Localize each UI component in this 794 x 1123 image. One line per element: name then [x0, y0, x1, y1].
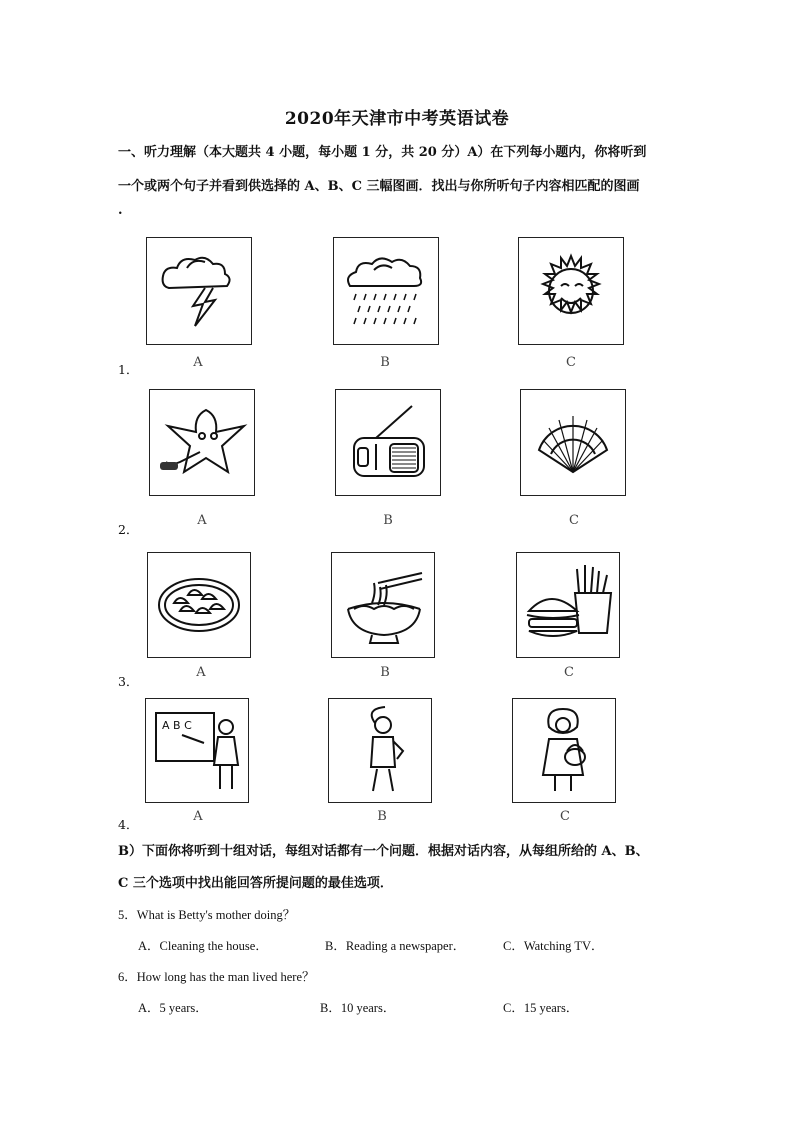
- option-letter: C: [569, 513, 579, 528]
- option-5b[interactable]: B．Reading a newspaper．: [325, 939, 466, 953]
- option-letter: C: [566, 355, 576, 370]
- burger-fries-icon: [517, 553, 619, 657]
- section-b-intro: [118, 842, 688, 894]
- option-image-2c[interactable]: [520, 389, 626, 496]
- question-number: 3．: [118, 674, 139, 689]
- option-letter: A: [197, 513, 207, 528]
- question-number: 6．: [118, 970, 137, 984]
- intro-line-2: 一个或两个句子并看到供选择的 A、B、C 三幅图画．找出与你所听句子内容相匹配的图画: [118, 179, 640, 194]
- option-image-2a[interactable]: [149, 389, 255, 496]
- teacher-icon: [146, 699, 248, 802]
- dumplings-icon: [148, 553, 250, 657]
- intro-line-3: .: [118, 203, 123, 218]
- option-6c[interactable]: C．15 years．: [503, 1001, 579, 1015]
- option-letter: B: [380, 355, 390, 370]
- option-image-4c[interactable]: [512, 698, 616, 803]
- option-letter: B: [377, 809, 387, 824]
- option-letter: A: [193, 355, 203, 370]
- option-6b[interactable]: B．10 years．: [320, 1001, 396, 1015]
- option-image-1c[interactable]: [518, 237, 624, 345]
- question-text: How long has the man lived here？: [136, 970, 315, 984]
- option-image-3a[interactable]: [147, 552, 251, 658]
- question-6: [118, 967, 315, 985]
- option-5c[interactable]: C．Watching TV．: [503, 939, 604, 953]
- option-image-3b[interactable]: [331, 552, 435, 658]
- sun-icon: [519, 238, 623, 344]
- question-5: [118, 905, 295, 923]
- radio-icon: [336, 390, 440, 495]
- intro-line-1: B）下面你将听到十组对话，每组对话都有一个问题．根据对话内容，从每组所给的 A、B、: [118, 844, 649, 859]
- question-number: 4．: [118, 817, 139, 832]
- option-letter: C: [564, 665, 574, 680]
- fan-icon: [521, 390, 625, 495]
- kite-icon: [150, 390, 254, 495]
- option-image-2b[interactable]: [335, 389, 441, 496]
- question-number: 1．: [118, 362, 139, 377]
- option-image-1a[interactable]: [146, 237, 252, 345]
- question-number: 5．: [118, 908, 137, 922]
- option-image-3c[interactable]: [516, 552, 620, 658]
- option-image-1b[interactable]: [333, 237, 439, 345]
- page-title: 2020年天津市中考英语试卷: [284, 109, 510, 129]
- question-text: What is Betty's mother doing？: [136, 908, 296, 922]
- svg-text:A B C: A B C: [162, 719, 192, 732]
- woman-with-basket-icon: [513, 699, 615, 802]
- option-letter: B: [380, 665, 390, 680]
- thunderstorm-icon: [147, 238, 251, 344]
- rain-cloud-icon: [334, 238, 438, 344]
- option-5a[interactable]: A．Cleaning the house．: [138, 939, 268, 953]
- section-a-intro: [118, 143, 688, 221]
- option-letter: C: [560, 809, 570, 824]
- intro-line-2: C 三个选项中找出能回答所提问题的最佳选项．: [118, 876, 393, 891]
- exercising-man-icon: [329, 699, 431, 802]
- option-letter: A: [193, 809, 203, 824]
- intro-line-1: 一、听力理解（本大题共 4 小题，每小题 1 分，共 20 分）A）在下列每小题内，你将听到: [118, 145, 647, 160]
- option-6a[interactable]: A．5 years．: [138, 1001, 208, 1015]
- option-letter: A: [196, 665, 206, 680]
- option-image-4b[interactable]: [328, 698, 432, 803]
- option-image-4a[interactable]: [145, 698, 249, 803]
- question-number: 2．: [118, 522, 139, 537]
- noodles-icon: [332, 553, 434, 657]
- option-letter: B: [383, 513, 393, 528]
